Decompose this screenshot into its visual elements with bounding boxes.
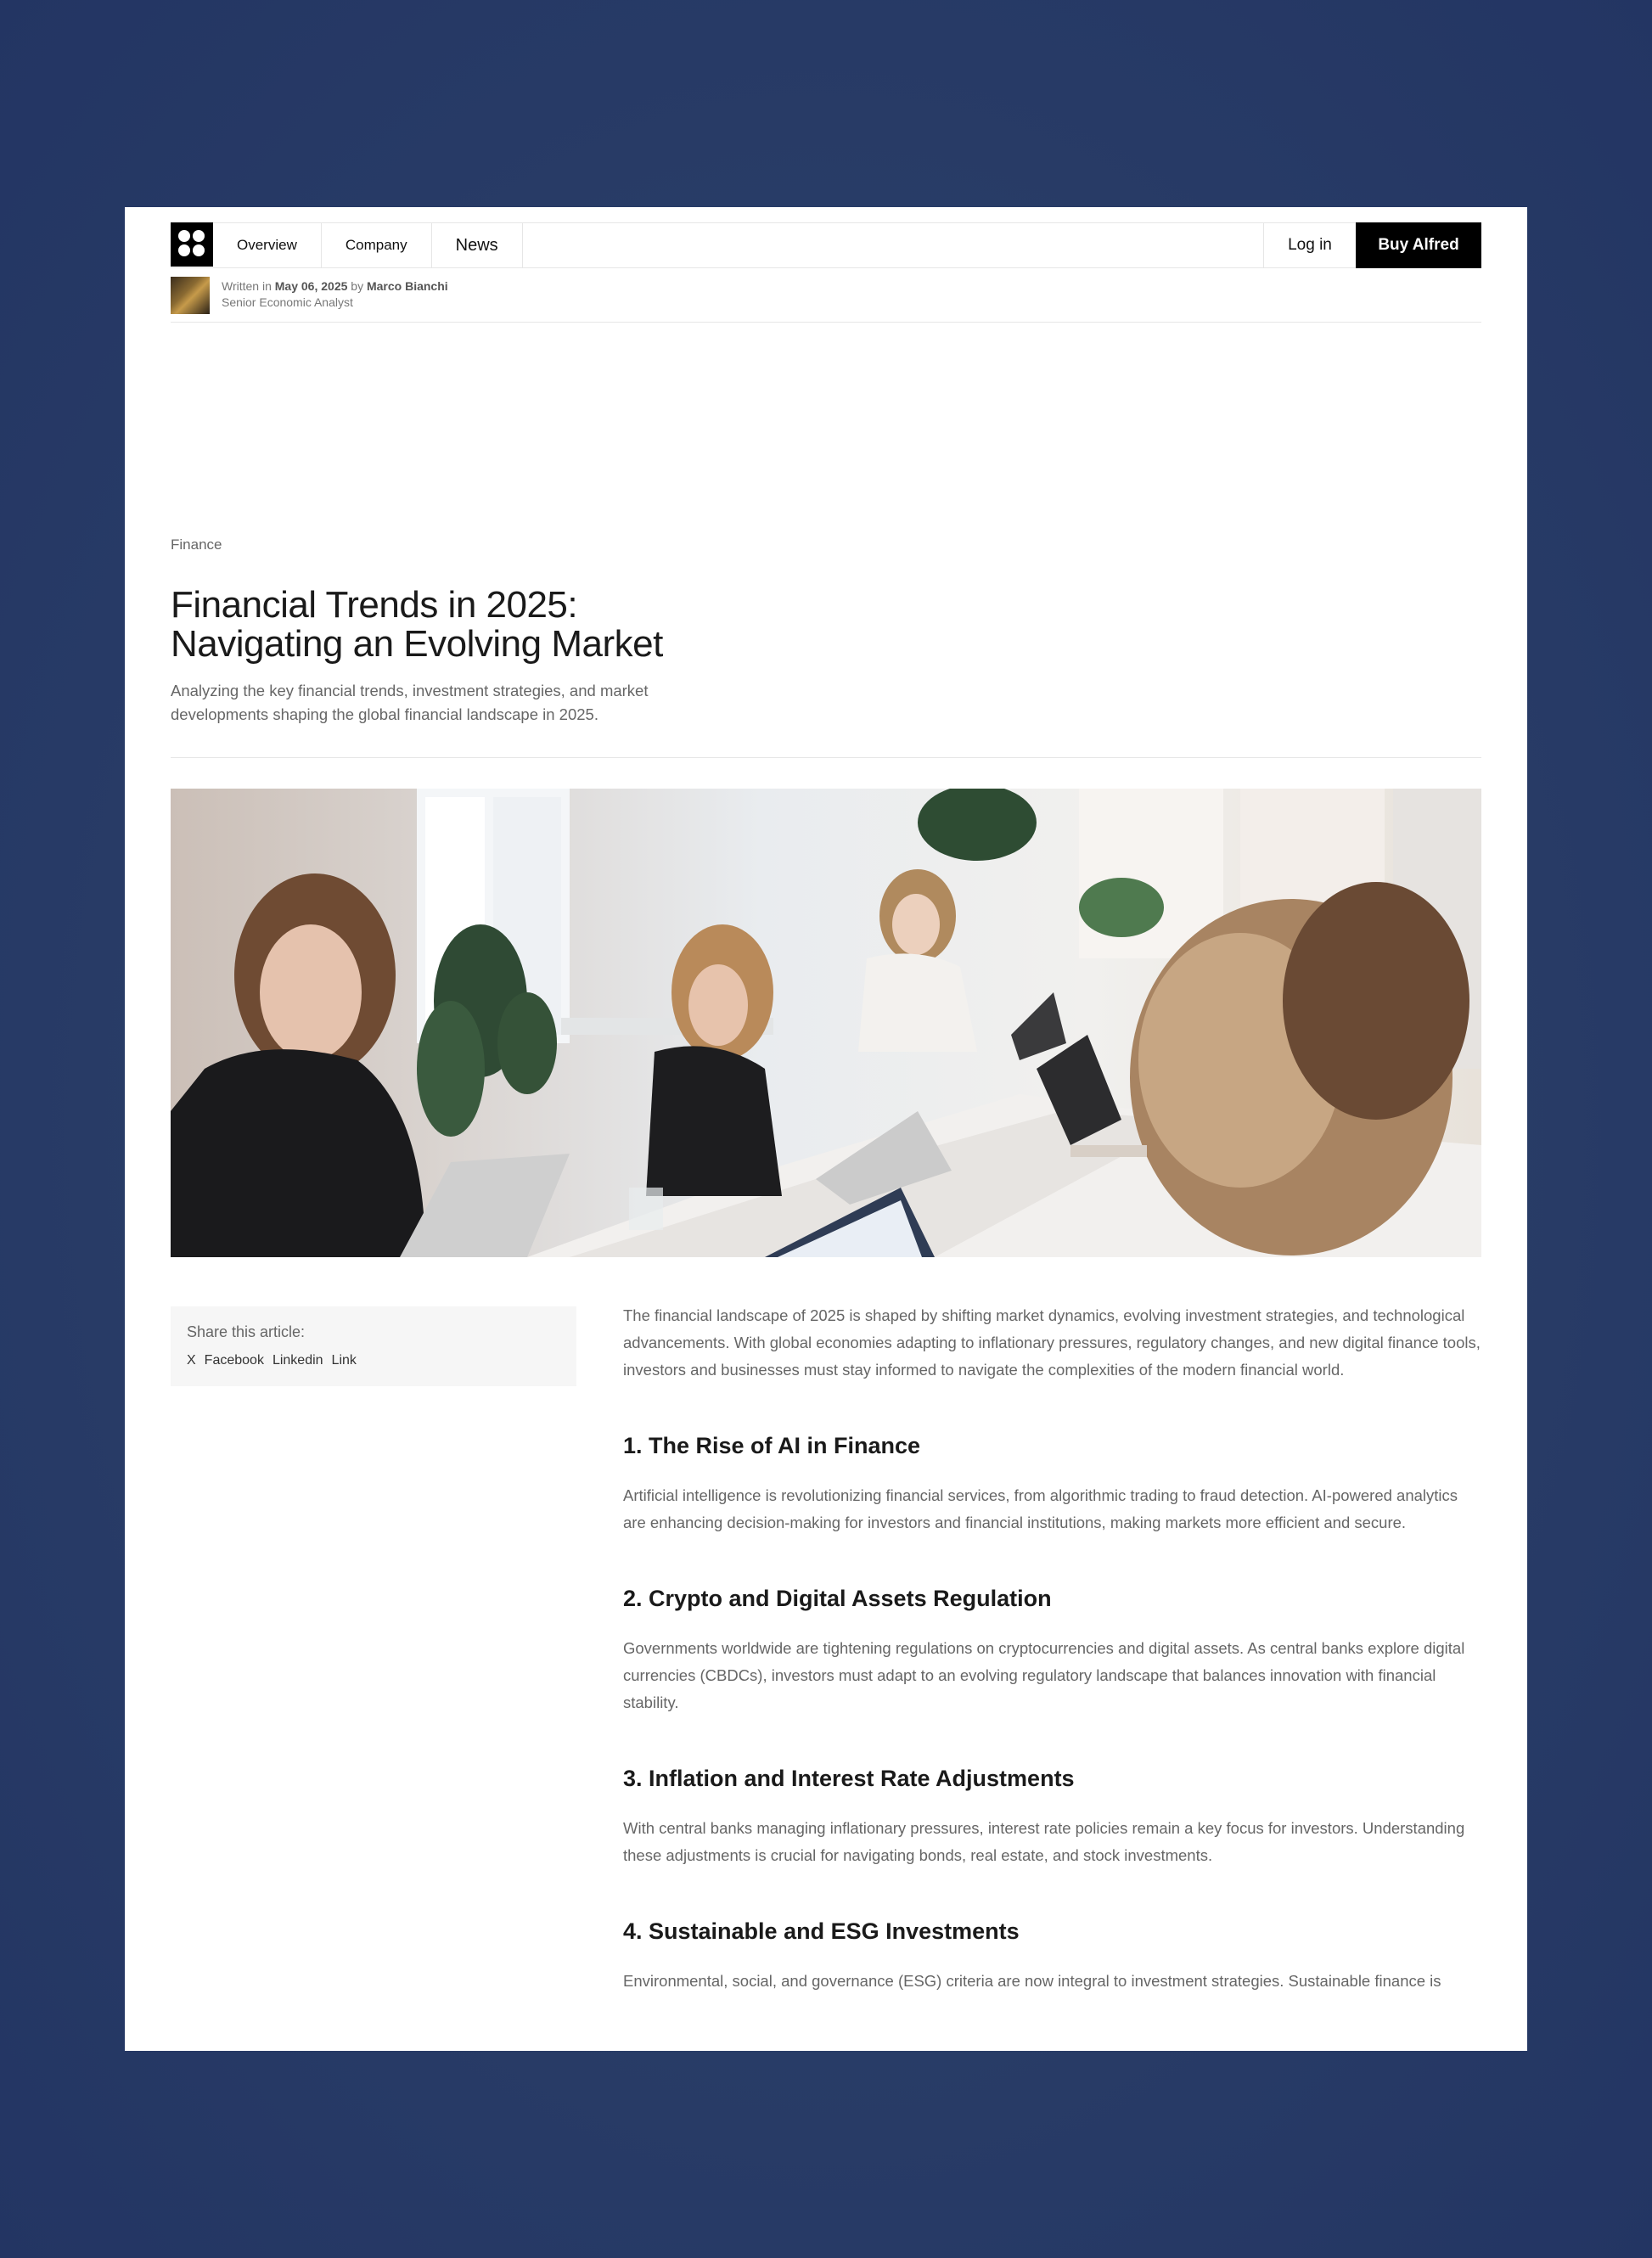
- section-body: Artificial intelligence is revolutionizing financial services, from algorithmic trading to fraud detection. AI-powered analytics are enhancing decision-making for investors and financial institutions, making markets more efficient and secure.: [623, 1486, 1458, 1531]
- share-copy-link[interactable]: Link: [331, 1353, 357, 1368]
- by-label: by: [351, 279, 364, 293]
- page-title: [171, 586, 765, 664]
- nav-item-company[interactable]: Company: [322, 223, 432, 267]
- top-navigation: [171, 222, 1481, 268]
- hero-image: [171, 789, 1481, 1257]
- section-body: Governments worldwide are tightening regulations on cryptocurrencies and digital assets. As central banks explore digital currencies (CBDCs), investors must adapt to an evolving regulatory landscape that balances innovation with financial stability.: [623, 1639, 1465, 1711]
- author-strip: [171, 275, 1481, 323]
- share-label: Share this article:: [187, 1323, 306, 1340]
- share-facebook-link[interactable]: Facebook: [204, 1353, 264, 1368]
- article-body: [623, 1302, 1481, 1995]
- title-line-2: Navigating an Evolving Market: [171, 623, 663, 665]
- author-avatar: [171, 277, 210, 314]
- article-subtitle: Analyzing the key financial trends, investment strategies, and market developments shaping the global financial landscape in 2025.: [171, 682, 649, 723]
- section-heading: 4. Sustainable and ESG Investments: [623, 1918, 1020, 1944]
- nav-item-overview[interactable]: Overview: [213, 223, 322, 267]
- share-links: [187, 1353, 357, 1368]
- written-in-label: Written in: [222, 279, 272, 293]
- share-linkedin-link[interactable]: Linkedin: [272, 1353, 323, 1368]
- author-byline: [222, 279, 448, 293]
- log-in-button[interactable]: Log in: [1263, 223, 1356, 267]
- divider: [171, 757, 1481, 758]
- author-role: Senior Economic Analyst: [222, 295, 353, 309]
- share-box: [171, 1306, 576, 1386]
- section-body: With central banks managing inflationary pressures, interest rate policies remain a key focus for investors. Understanding these adjustments is crucial for navigating bonds, real estate, and stock investments.: [623, 1819, 1465, 1864]
- publish-date: May 06, 2025: [274, 279, 348, 293]
- section-body: Environmental, social, and governance (ESG) criteria are now integral to investment strategies. Sustainable finance is: [623, 1972, 1441, 1990]
- section-heading: 3. Inflation and Interest Rate Adjustments: [623, 1766, 1075, 1791]
- nav-item-news[interactable]: News: [432, 223, 523, 267]
- share-x-link[interactable]: X: [187, 1353, 196, 1368]
- category-label[interactable]: Finance: [171, 536, 222, 553]
- author-name[interactable]: Marco Bianchi: [366, 279, 448, 293]
- buy-alfred-button[interactable]: Buy Alfred: [1356, 222, 1481, 268]
- nav-spacer: [523, 223, 1263, 267]
- four-circles-logo-icon[interactable]: [171, 222, 213, 267]
- article-intro: The financial landscape of 2025 is shaped by shifting market dynamics, evolving investment strategies, and technological advancements. With global economies adapting to inflationary pressures, regulatory changes, and new digital finance tools, investors and businesses must stay informed to navigate the complexities of the modern financial world.: [623, 1306, 1481, 1379]
- browser-page: [125, 207, 1527, 2051]
- title-line-1: Financial Trends in 2025:: [171, 584, 578, 626]
- section-heading: 1. The Rise of AI in Finance: [623, 1433, 921, 1458]
- section-heading: 2. Crypto and Digital Assets Regulation: [623, 1586, 1052, 1611]
